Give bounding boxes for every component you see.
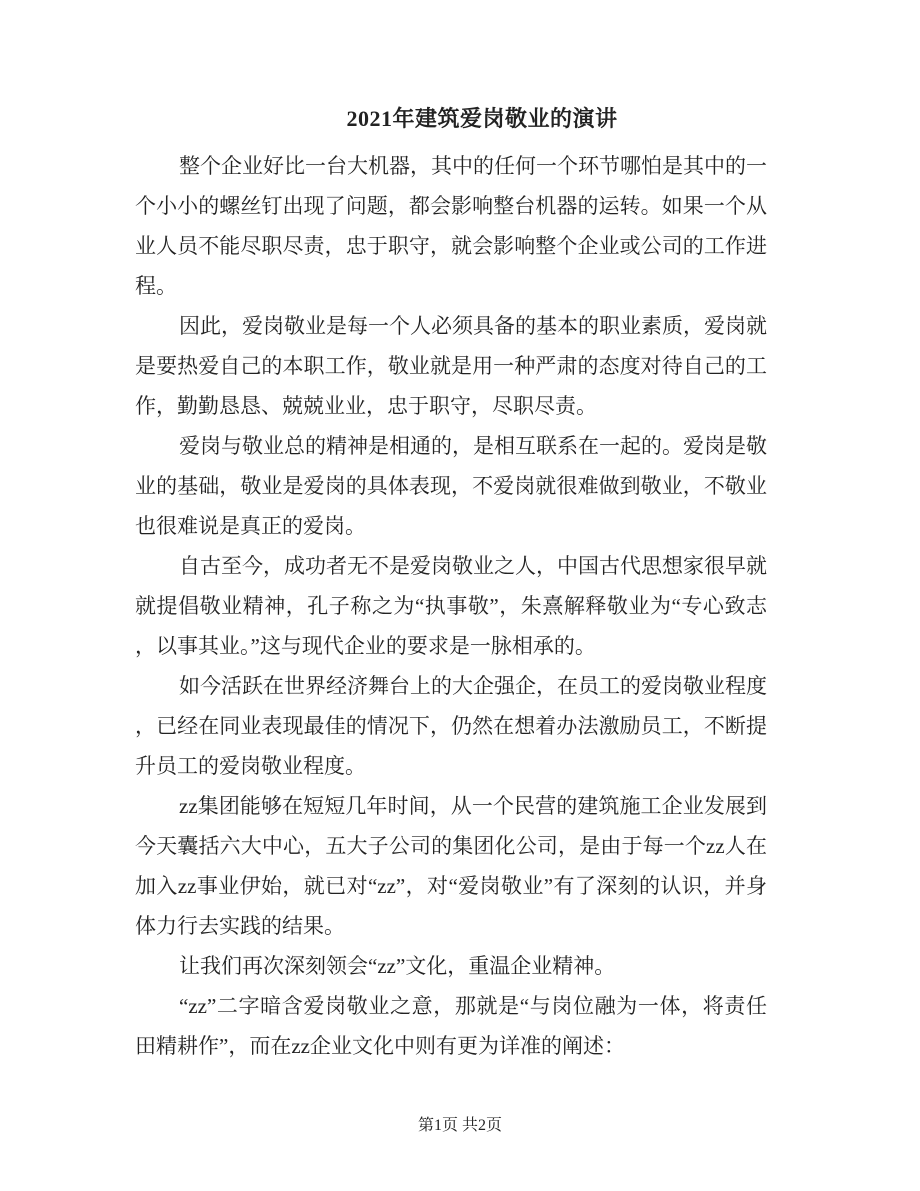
page-number-label: 第1页 共2页 [417, 1117, 502, 1134]
paragraph: “zz”二字暗含爱岗敬业之意，那就是“与岗位融为一体，将责任田精耕作”，而在zz企业文化中则有更为详准的阐述： [135, 994, 767, 1058]
paragraph: 自古至今，成功者无不是爱岗敬业之人，中国古代思想家很早就就提倡敬业精神，孔子称之为“执事敬”，朱熹解释敬业为“专心致志，以事其业。”这与现代企业的要求是一脉相承的。 [135, 554, 767, 658]
paragraph: 因此，爱岗敬业是每一个人必须具备的基本的职业素质，爱岗就是要热爱自己的本职工作，敬业就是用一种严肃的态度对待自己的工作，勤勤恳恳、兢兢业业，忠于职守，尽职尽责。 [135, 314, 767, 418]
paragraph: zz集团能够在短短几年时间，从一个民营的建筑施工企业发展到今天囊括六大中心，五大子公司的集团化公司，是由于每一个zz人在加入zz事业伊始，就已对“zz”，对“爱岗敬业”有了深刻的认识，并身体力行去实践的结果。 [135, 794, 767, 938]
document-body [135, 146, 767, 1066]
page-footer [0, 1115, 920, 1137]
paragraph: 整个企业好比一台大机器，其中的任何一个环节哪怕是其中的一个小小的螺丝钉出现了问题，都会影响整台机器的运转。如果一个从业人员不能尽职尽责，忠于职守，就会影响整个企业或公司的工作进程。 [135, 154, 767, 298]
paragraph: 如今活跃在世界经济舞台上的大企强企，在员工的爱岗敬业程度，已经在同业表现最佳的情况下，仍然在想着办法激励员工，不断提升员工的爱岗敬业程度。 [135, 674, 767, 778]
paragraph: 让我们再次深刻领会“zz”文化，重温企业精神。 [179, 954, 616, 978]
paragraph: 爱岗与敬业总的精神是相通的，是相互联系在一起的。爱岗是敬业的基础，敬业是爱岗的具体表现，不爱岗就很难做到敬业，不敬业也很难说是真正的爱岗。 [135, 434, 767, 538]
document-title: 2021年建筑爱岗敬业的演讲 [346, 106, 618, 131]
